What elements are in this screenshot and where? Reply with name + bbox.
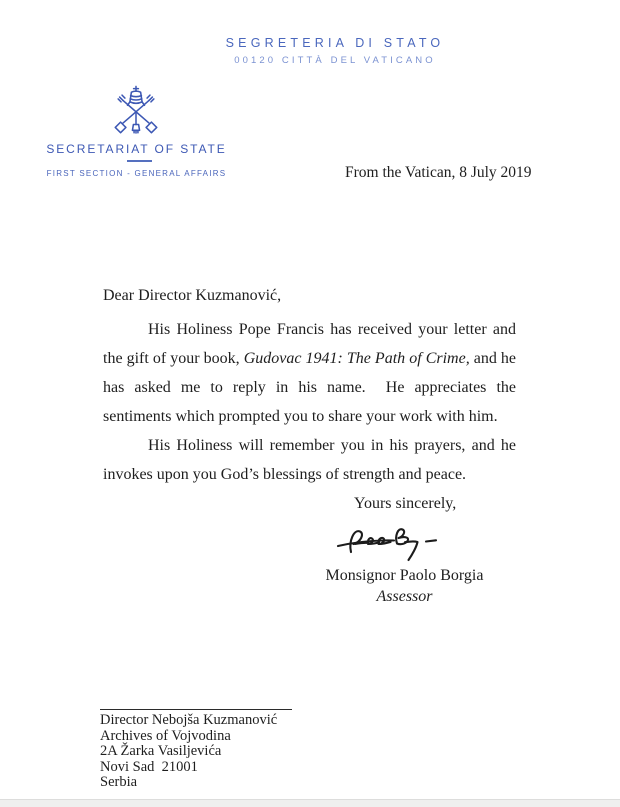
signature-block [322,565,487,607]
book-title: Gudovac 1941: The Path of Crime, [243,350,470,367]
signature-icon [334,519,469,570]
letterhead-section: FIRST SECTION - GENERAL AFFAIRS [46,169,227,178]
recipient-line: Director Nebojša Kuzmanović [100,712,278,728]
date-line: From the Vatican, 8 July 2019 [345,164,532,181]
paragraph-2: His Holiness will remember you in his prayers, and he invokes upon you God’s blessings of strength and peace. [103,437,520,483]
paragraph-1-text: His Holiness Pope Francis has received your letter and the gift of your book, [103,321,520,367]
letterhead-address: 00120 CITTÀ DEL VATICANO [234,55,436,66]
valediction: Yours sincerely, [354,495,457,512]
vatican-crest-icon [107,85,165,144]
recipient-line: Novi Sad 21001 [100,758,198,775]
recipient-line: 2A Žarka Vasiljevića [100,743,222,760]
paragraph-1 [103,315,521,431]
letterhead-department: SECRETARIAT OF STATE [46,142,227,156]
letter-body [103,281,521,518]
letterhead-divider [127,160,152,162]
letterhead-title: SEGRETERIA DI STATO [225,36,445,50]
recipient-line: Archives of Vojvodina [100,727,231,744]
recipient-line: Serbia [100,774,138,791]
salutation: Dear Director Kuzmanović, [103,287,282,304]
signer-title: Assessor [376,588,433,605]
signer-name: Monsignor Paolo Borgia [325,567,484,584]
paragraph-1-continued: and he has asked me to reply in his name. He appreciates the sentiments which prompted you to share your work with him. [103,350,521,425]
recipient-address [100,709,292,791]
scan-edge-artifact [0,799,620,807]
